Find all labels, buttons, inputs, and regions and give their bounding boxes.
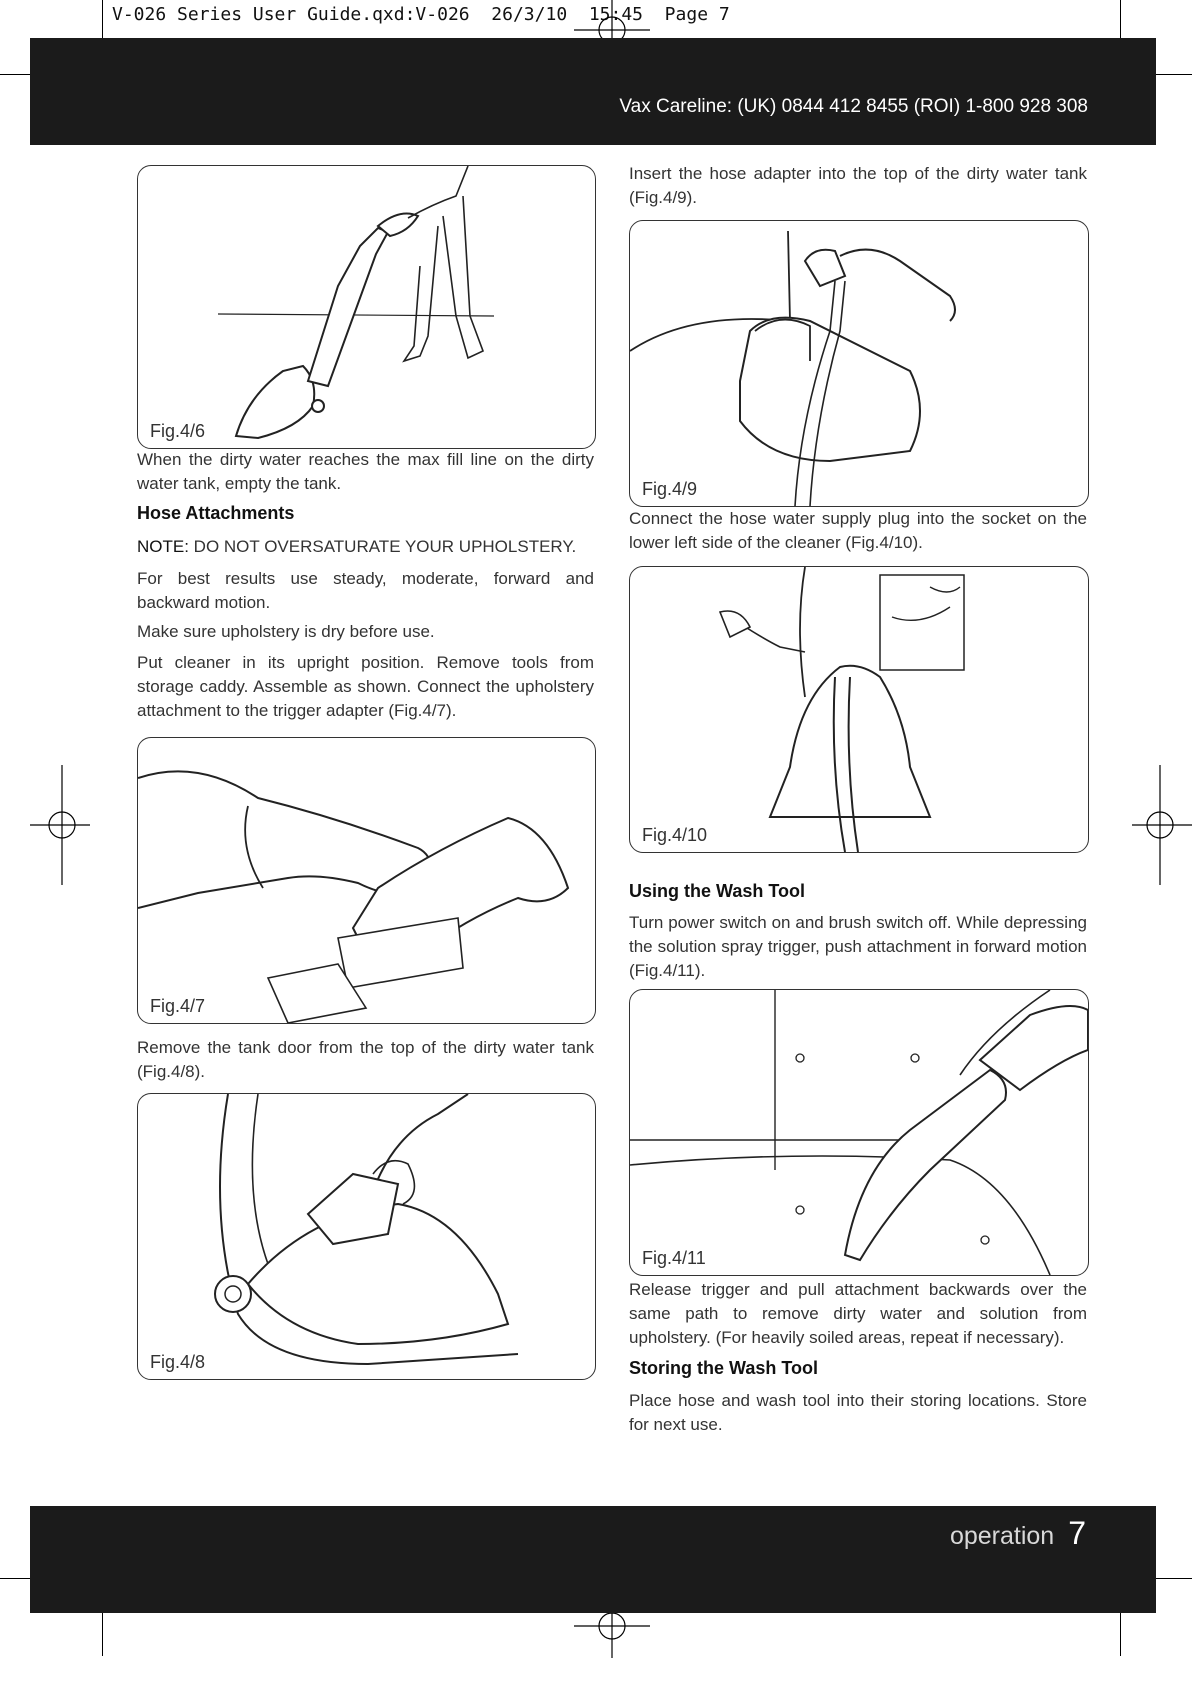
wash-tool-heading: Using the Wash Tool — [629, 881, 805, 901]
figure-label: Fig.4/8 — [150, 1352, 206, 1372]
best-results-text: For best results use steady, moderate, forward and backward motion. — [137, 569, 594, 612]
page-footer — [950, 1515, 1086, 1552]
registration-mark — [30, 765, 90, 885]
section-name: operation — [949, 1522, 1055, 1550]
careline-text: Vax Careline: (UK) 0844 412 8455 (ROI) 1-800 928 308 — [619, 96, 1088, 117]
note-label: NOTE: — [137, 537, 189, 556]
figure-4-10 — [629, 566, 1089, 853]
header-band — [30, 38, 1156, 145]
upholstery-attachment-illustration — [138, 738, 595, 1023]
figure-4-8 — [137, 1093, 596, 1380]
wash-tool-sofa-illustration — [630, 990, 1088, 1275]
connect-plug-text: Connect the hose water supply plug into the socket on the lower left side of the cleaner (Fig.4/10). — [629, 509, 1087, 552]
wash-tool-text: Turn power switch on and brush switch off. While depressing the solution spray trigger, push attachment in forward motion (Fig.4/11). — [629, 913, 1087, 980]
note-body: DO NOT OVERSATURATE YOUR UPHOLSTERY. — [188, 537, 577, 556]
tank-door-removal-illustration — [138, 1094, 595, 1379]
figure-4-9 — [629, 220, 1089, 507]
print-slug: V-026 Series User Guide.qxd:V-026 26/3/10 15:45 Page 7 — [112, 4, 730, 25]
upright-position-text: Put cleaner in its upright position. Remove tools from storage caddy. Assemble as shown. Connect the upholstery attachment to the trigger adapter (Fig.4/7). — [137, 653, 594, 720]
figure-label: Fig.4/7 — [150, 996, 206, 1016]
storing-text: Place hose and wash tool into their storing locations. Store for next use. — [629, 1391, 1087, 1434]
empty-tank-text: When the dirty water reaches the max fill line on the dirty water tank, empty the tank. — [137, 450, 594, 493]
dry-before-use-text: Make sure upholstery is dry before use. — [137, 622, 435, 641]
upright-cleaner-illustration — [138, 166, 595, 448]
page-number: 7 — [1068, 1515, 1086, 1551]
storing-heading: Storing the Wash Tool — [629, 1358, 818, 1378]
figure-label: Fig.4/11 — [642, 1248, 706, 1268]
figure-4-6 — [137, 165, 596, 449]
hose-attachments-heading: Hose Attachments — [137, 503, 295, 523]
figure-label: Fig.4/6 — [150, 421, 206, 441]
water-supply-plug-illustration — [630, 567, 1088, 852]
release-trigger-text: Release trigger and pull attachment backwards over the same path to remove dirty water and solution from upholstery. (For heavily soiled areas, repeat if necessary). — [629, 1280, 1087, 1347]
registration-mark — [1132, 765, 1192, 885]
hose-adapter-illustration — [630, 221, 1088, 506]
figure-label: Fig.4/9 — [642, 479, 698, 499]
figure-label: Fig.4/10 — [642, 825, 708, 845]
figure-4-7 — [137, 737, 596, 1024]
figure-4-11 — [629, 989, 1089, 1276]
tank-door-text: Remove the tank door from the top of the dirty water tank (Fig.4/8). — [137, 1038, 594, 1081]
note-text — [137, 535, 594, 559]
hose-adapter-text: Insert the hose adapter into the top of the dirty water tank (Fig.4/9). — [629, 164, 1087, 207]
